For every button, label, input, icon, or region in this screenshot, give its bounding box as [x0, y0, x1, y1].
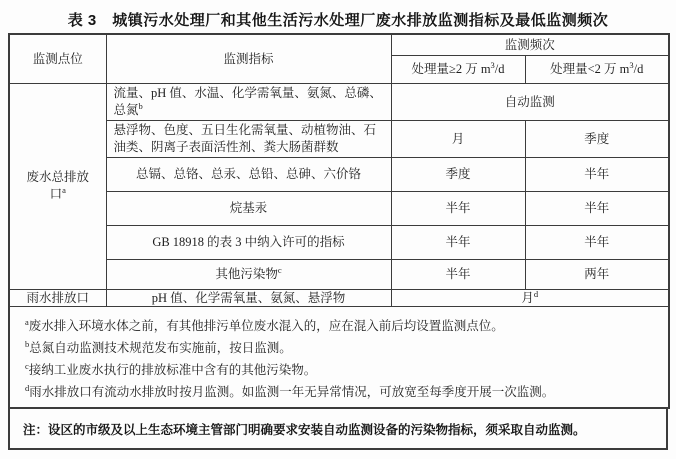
cell-indicator-other-pollutants	[106, 259, 391, 289]
monitoring-table	[8, 33, 670, 409]
cell-indicator-suspended-solids: 悬浮物、色度、五日生化需氧量、动植物油、石油类、阴离子表面活性剂、粪大肠菌群数	[106, 120, 391, 157]
capacity-lt-superscript: 3	[629, 59, 634, 70]
table-title: 表 3 城镇污水处理厂和其他生活污水处理厂废水排放监测指标及最低监测频次	[67, 12, 609, 29]
footnote-c-text: 接纳工业废水执行的排放标准中含有的其他污染物。	[28, 362, 317, 377]
table-row-rainwater	[9, 289, 669, 306]
table-row-alkyl-mercury	[9, 191, 669, 225]
footnote-b	[25, 337, 658, 359]
cell-indicator-flow-ph	[106, 83, 391, 120]
cell-indicator-gb18918: GB 18918 的表 3 中纳入许可的指标	[106, 225, 391, 259]
col-header-monitoring-indicator: 监测指标	[106, 34, 391, 83]
table-row-footnotes	[9, 306, 669, 408]
cell-rainwater-outfall: 雨水排放口	[9, 289, 106, 306]
table-row-auto-monitoring	[9, 83, 669, 120]
cell-frequency-quarter-2: 季度	[391, 157, 525, 191]
footnotes-cell	[9, 306, 669, 408]
superscript-a: a	[62, 184, 66, 195]
table-row-suspended-solids	[9, 120, 669, 157]
cell-frequency-twoyears: 两年	[525, 259, 669, 289]
col-header-monitoring-point: 监测点位	[9, 34, 106, 83]
col-header-monitoring-frequency: 监测频次	[391, 34, 669, 55]
note-box	[8, 407, 668, 450]
cell-wastewater-outfall	[9, 83, 106, 289]
cell-frequency-month-d	[391, 289, 669, 306]
capacity-ge-text: 处理量≥2 万 m	[411, 62, 491, 76]
indicator-flow-ph-text: 流量、pH 值、水温、化学需氧量、氨氮、总磷、总氮	[113, 85, 382, 117]
wastewater-outfall-label: 废水总排放口	[26, 170, 89, 201]
footnote-a-marker: a	[25, 316, 29, 327]
footnote-d-text: 雨水排放口有流动水排放时按月监测。如监测一年无异常情况，可放宽至每季度开展一次监测。	[29, 384, 555, 399]
table-row-other-pollutants	[9, 259, 669, 289]
footnote-c	[25, 359, 658, 381]
cell-frequency-halfyear: 半年	[525, 157, 669, 191]
footnote-d	[25, 381, 658, 403]
capacity-ge-superscript: 3	[490, 59, 495, 70]
cell-indicator-rainwater: pH 值、化学需氧量、氨氮、悬浮物	[106, 289, 391, 306]
capacity-lt-text: 处理量<2 万 m	[550, 62, 630, 76]
cell-frequency-halfyear-5: 半年	[525, 225, 669, 259]
cell-frequency-halfyear-6: 半年	[391, 259, 525, 289]
capacity-ge-unit: /d	[494, 62, 505, 76]
cell-frequency-quarter: 季度	[525, 120, 669, 157]
cell-frequency-halfyear-3: 半年	[525, 191, 669, 225]
table-row-gb18918	[9, 225, 669, 259]
note-text: 注：设区的市级及以上生态环境主管部门明确要求安装自动监测设备的污染物指标，须采取自动监测。	[23, 422, 586, 437]
cell-frequency-halfyear-2: 半年	[391, 191, 525, 225]
superscript-b: b	[138, 100, 143, 111]
table-row-heavy-metals	[9, 157, 669, 191]
col-header-capacity-ge-2	[391, 55, 525, 83]
footnote-c-marker: c	[25, 360, 29, 371]
superscript-d: d	[533, 289, 539, 299]
footnote-b-text: 总氮自动监测技术规范发布实施前，按日监测。	[29, 340, 292, 355]
cell-frequency-halfyear-4: 半年	[391, 225, 525, 259]
footnote-a	[25, 315, 658, 337]
other-pollutants-text: 其他污染物	[215, 267, 278, 281]
cell-indicator-alkyl-mercury: 烷基汞	[106, 191, 391, 225]
cell-frequency-month: 月	[391, 120, 525, 157]
footnote-b-marker: b	[25, 338, 30, 349]
col-header-capacity-lt-2	[525, 55, 669, 83]
footnote-d-marker: d	[25, 382, 30, 393]
cell-frequency-auto: 自动监测	[391, 83, 669, 120]
superscript-c: c	[277, 264, 282, 275]
footnote-a-text: 废水排入环境水体之前，有其他排污单位废水混入的，应在混入前后均设置监测点位。	[28, 318, 504, 333]
capacity-lt-unit: /d	[633, 62, 644, 76]
cell-indicator-heavy-metals: 总镉、总铬、总汞、总铅、总砷、六价铬	[106, 157, 391, 191]
header-row-top	[9, 34, 669, 55]
rainwater-frequency-text: 月	[521, 290, 534, 305]
